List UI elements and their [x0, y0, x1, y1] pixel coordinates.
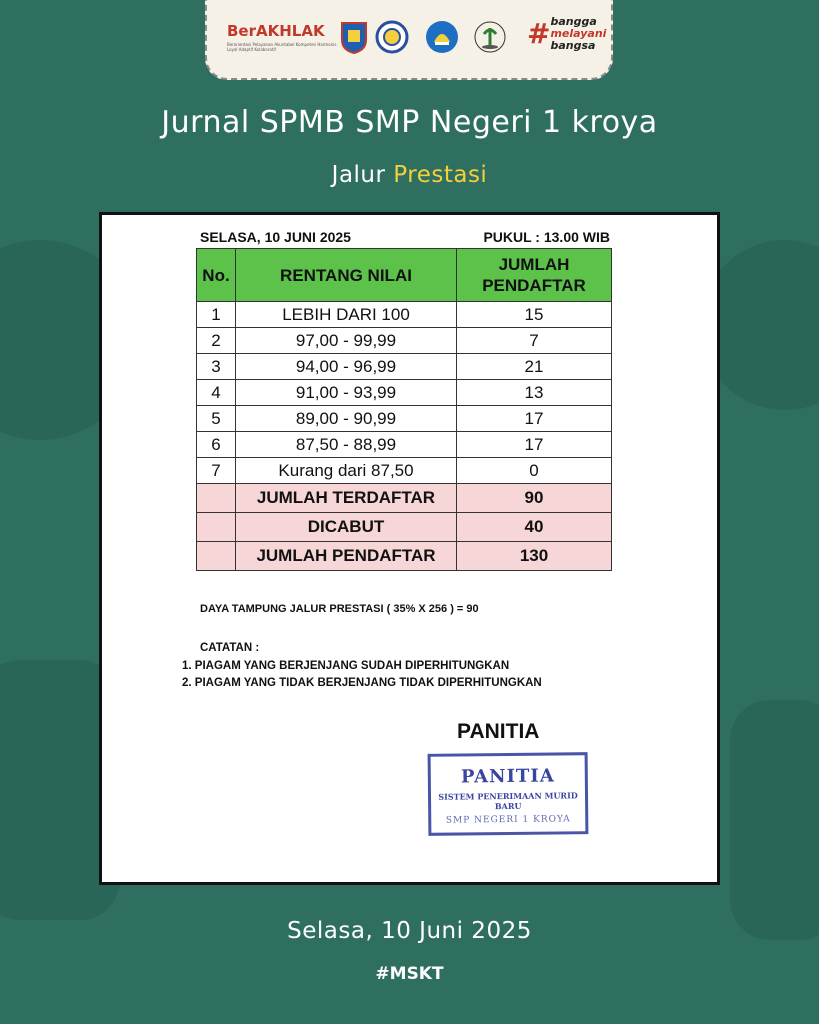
berakhlak-wordmark: BerAKHLAK [227, 22, 325, 40]
logo-bar [205, 0, 613, 80]
bangga-word: bangga [550, 15, 597, 28]
summary-blank [197, 484, 236, 513]
row-no: 1 [197, 302, 236, 328]
table-row [197, 406, 612, 432]
journal-document [99, 212, 720, 885]
row-count: 7 [457, 328, 612, 354]
row-range: 94,00 - 96,99 [236, 354, 457, 380]
notes-list [182, 658, 542, 692]
summary-blank [197, 542, 236, 571]
row-count: 0 [457, 458, 612, 484]
table-row [197, 458, 612, 484]
summary-row [197, 513, 612, 542]
row-range: 97,00 - 99,99 [236, 328, 457, 354]
capacity-note: DAYA TAMPUNG JALUR PRESTASI ( 35% X 256 ) = 90 [200, 603, 479, 615]
subtitle-prefix: Jalur [331, 162, 386, 188]
hash-icon: # [527, 17, 551, 50]
header-count [457, 249, 612, 302]
page-title: Jurnal SPMB SMP Negeri 1 kroya [161, 105, 658, 140]
berakhlak-tagline: Berorientasi Pelayanan Akuntabel Kompeten Harmonis Loyal Adaptif Kolaboratif [227, 42, 337, 52]
summary-label: JUMLAH PENDAFTAR [236, 542, 457, 571]
berakhlak-logo [227, 22, 337, 52]
note-item: 1. PIAGAM YANG BERJENJANG SUDAH DIPERHITUNGKAN [182, 660, 510, 672]
hashtag: #MSKT [375, 964, 444, 984]
melayani-word: melayani [550, 27, 607, 40]
row-count: 21 [457, 354, 612, 380]
row-range: Kurang dari 87,50 [236, 458, 457, 484]
row-range: 91,00 - 93,99 [236, 380, 457, 406]
summary-value: 90 [457, 484, 612, 513]
header-range: RENTANG NILAI [236, 249, 457, 302]
committee-signature: PANITIA [457, 720, 540, 743]
summary-value: 40 [457, 513, 612, 542]
score-range-table [196, 248, 612, 571]
header-count-line1: JUMLAH [498, 255, 570, 274]
school-emblem-icon [375, 20, 409, 54]
table-row [197, 328, 612, 354]
table-row [197, 302, 612, 328]
summary-row [197, 484, 612, 513]
header-count-line2: PENDAFTAR [482, 276, 586, 295]
row-no: 3 [197, 354, 236, 380]
row-no: 5 [197, 406, 236, 432]
summary-row [197, 542, 612, 571]
row-count: 17 [457, 406, 612, 432]
subtitle-highlight: Prestasi [393, 162, 488, 188]
stamp-school: SMP NEGERI 1 KROYA [445, 814, 571, 826]
note-item: 2. PIAGAM YANG TIDAK BERJENJANG TIDAK DIPERHITUNGKAN [182, 677, 542, 689]
table-row [197, 380, 612, 406]
row-no: 2 [197, 328, 236, 354]
bangga-melayani-bangsa-logo [527, 16, 606, 52]
table-header-row [197, 249, 612, 302]
summary-value: 130 [457, 542, 612, 571]
row-no: 4 [197, 380, 236, 406]
bangsa-word: bangsa [550, 39, 596, 52]
row-count: 17 [457, 432, 612, 458]
background-decoration [730, 700, 819, 940]
row-range: 87,50 - 88,99 [236, 432, 457, 458]
footer-date: Selasa, 10 Juni 2025 [287, 918, 532, 944]
table-row [197, 432, 612, 458]
document-time: PUKUL : 13.00 WIB [483, 229, 610, 245]
summary-label: JUMLAH TERDAFTAR [236, 484, 457, 513]
stamp-line: SISTEM PENERIMAAN MURID BARU [438, 790, 578, 812]
table-row [197, 354, 612, 380]
summary-label: DICABUT [236, 513, 457, 542]
notes-label: CATATAN : [200, 642, 260, 654]
page-subtitle [0, 162, 819, 188]
row-count: 15 [457, 302, 612, 328]
header-no: No. [197, 249, 236, 302]
adiwiyata-logo-icon [473, 20, 507, 54]
tut-wuri-handayani-icon [425, 20, 459, 54]
regency-emblem-icon [337, 20, 371, 54]
committee-stamp [428, 752, 589, 836]
row-range: 89,00 - 90,99 [236, 406, 457, 432]
document-date: SELASA, 10 JUNI 2025 [200, 229, 351, 245]
document-header [200, 229, 610, 245]
summary-blank [197, 513, 236, 542]
row-no: 6 [197, 432, 236, 458]
row-no: 7 [197, 458, 236, 484]
row-count: 13 [457, 380, 612, 406]
row-range: LEBIH DARI 100 [236, 302, 457, 328]
stamp-title: PANITIA [460, 765, 555, 788]
